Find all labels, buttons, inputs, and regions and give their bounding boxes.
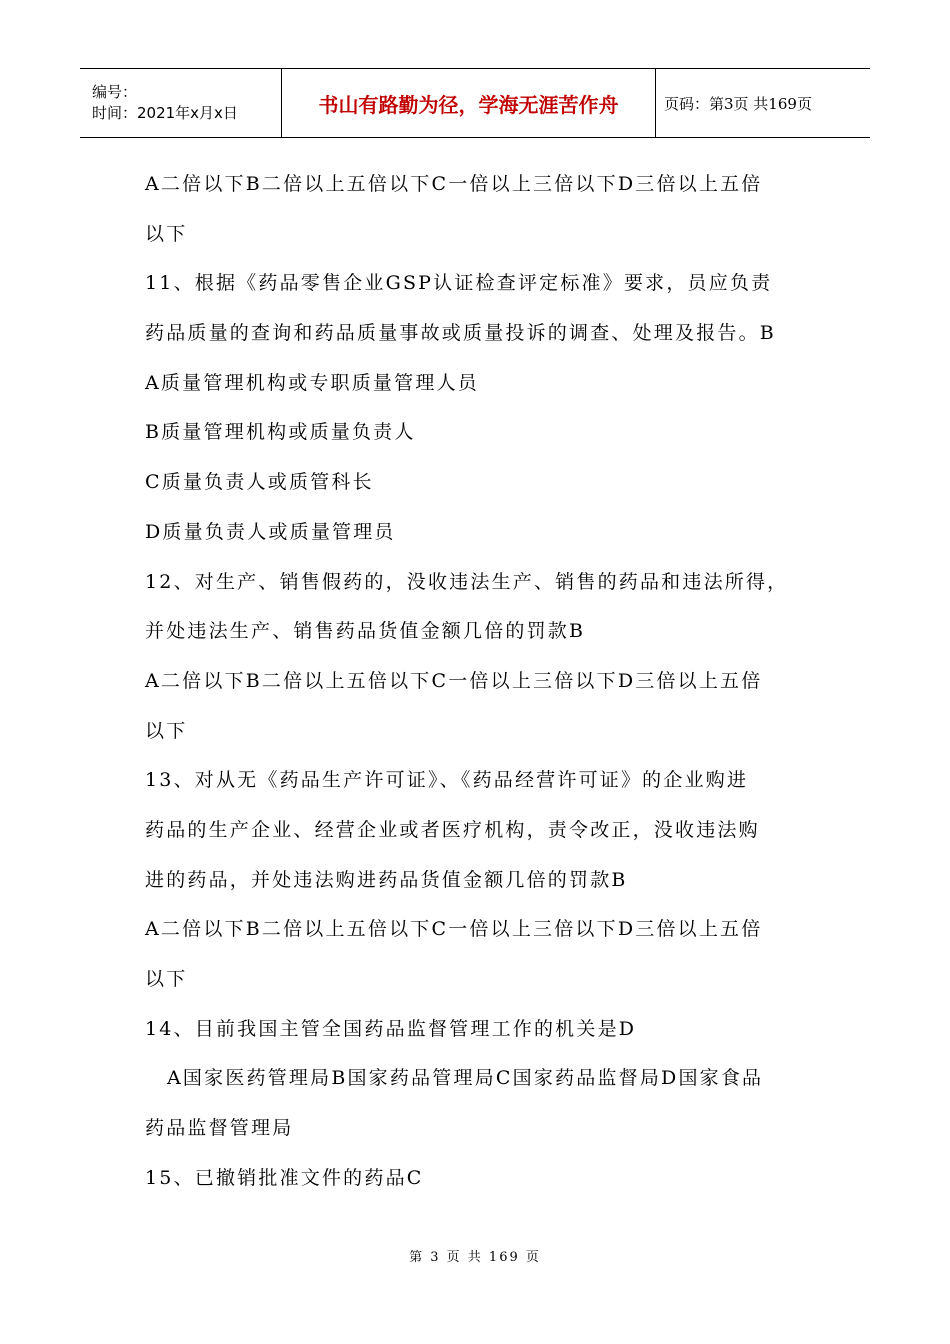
text-line: 以下	[145, 719, 188, 742]
option-d: D质量负责人或质量管理员	[145, 520, 396, 543]
text-line: 药品的生产企业、经营企业或者医疗机构，责令改正，没收违法购	[145, 818, 760, 841]
text-line: A二倍以下B二倍以上五倍以下C一倍以上三倍以下D三倍以上五倍	[145, 173, 763, 195]
header-meta	[80, 69, 282, 137]
options-line: A二倍以下B二倍以上五倍以下C一倍以上三倍以下D三倍以上五倍	[145, 669, 763, 692]
text-line: 药品监督管理局	[145, 1117, 294, 1140]
options-line: A二倍以下B二倍以上五倍以下C一倍以上三倍以下D三倍以上五倍	[145, 918, 763, 941]
question-15: 15、已撤销批准文件的药品C	[145, 1166, 424, 1189]
question-12: 12、对生产、销售假药的，没收违法生产、销售的药品和违法所得，	[145, 570, 789, 593]
question-14: 14、目前我国主管全国药品监督管理工作的机关是D	[145, 1017, 637, 1040]
option-c: C质量负责人或质管科长	[145, 471, 374, 494]
question-13: 13、对从无《药品生产许可证》、《药品经营许可证》的企业购进	[145, 769, 749, 792]
text-line: 以下	[145, 222, 188, 245]
page-footer: 第 3 页 共 169 页	[409, 1250, 541, 1265]
header-motto: 书山有路勤为径，学海无涯苦作舟	[282, 69, 656, 137]
options-line: A国家医药管理局B国家药品管理局C国家药品监督局D国家食品	[167, 1067, 764, 1090]
text-line: 进的药品，并处违法购进药品货值金额几倍的罚款B	[145, 868, 628, 891]
page-header	[80, 68, 870, 138]
question-11: 11、根据《药品零售企业GSP认证检查评定标准》要求，员应负责	[145, 272, 773, 295]
document-number-label: 编号：	[92, 83, 138, 101]
document-time: 时间：2021年x月x日	[92, 104, 238, 122]
text-line: 药品质量的查询和药品质量事故或质量投诉的调查、处理及报告。B	[145, 322, 776, 345]
header-page-info: 页码：第3页 共169页	[664, 94, 812, 113]
text-line: 并处违法生产、销售药品货值金额几倍的罚款B	[145, 620, 586, 643]
document-body	[145, 160, 805, 1203]
option-a: A质量管理机构或专职质量管理人员	[145, 371, 479, 394]
text-line: 以下	[145, 968, 188, 990]
option-b: B质量管理机构或质量负责人	[145, 421, 416, 444]
